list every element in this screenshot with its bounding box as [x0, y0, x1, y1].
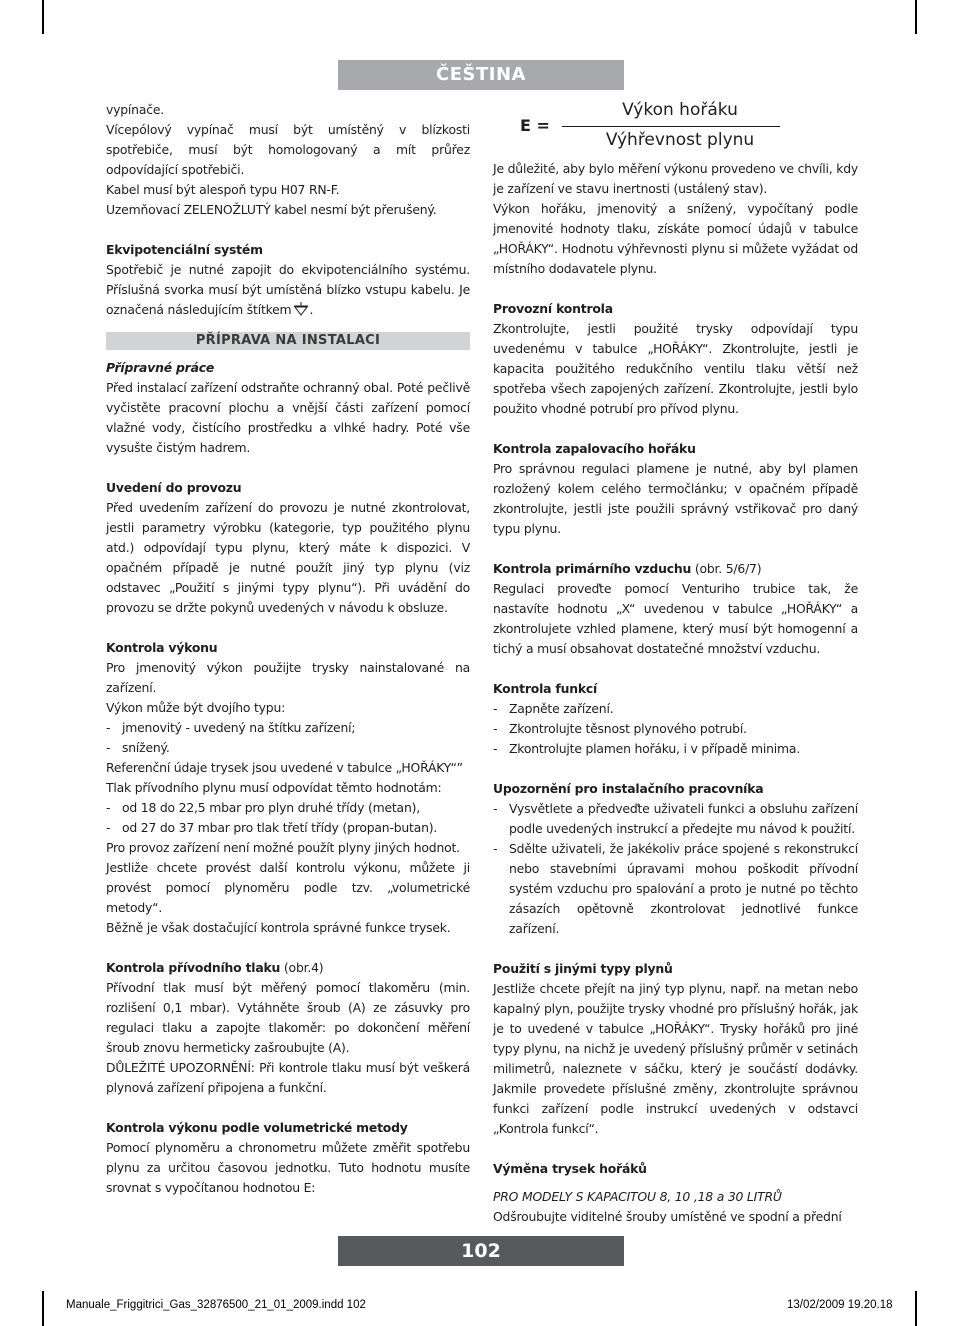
ground-symbol-icon	[293, 302, 309, 316]
footer-timestamp: 13/02/2009 19.20.18	[787, 1299, 893, 1311]
paragraph: Tlak přívodního plynu musí odpovídat těmto hodnotám:	[106, 780, 442, 795]
section-title: Provozní kontrola	[493, 301, 613, 316]
paragraph: Zkontrolujte, jestli použité trysky odpovídají typu uvedenému v tabulce „HOŘÁKY“. Zkontrolujte, jestli je kapacita použitého redukčního ventilu tlaku větší než spotřeba všech zapojených zařízení. Zkontrolujte, jestli bylo použito vhodné potrubí pro přívod plynu.	[493, 321, 858, 416]
power-formula	[520, 100, 780, 156]
intro-line: vypínače.	[106, 102, 164, 117]
section-title: Ekvipotenciální systém	[106, 242, 263, 257]
formula-denominator: Výhřevnost plynu	[605, 130, 755, 150]
paragraph: Je důležité, aby bylo měření výkonu provedeno ve chvíli, kdy je zařízení ve stavu inertnosti (ustálený stav).	[493, 161, 858, 196]
section-title: Upozornění pro instalačního pracovníka	[493, 781, 764, 796]
fraction-bar	[562, 126, 780, 127]
paragraph: Pro provoz zařízení není možné použít plyny jiných hodnot.	[106, 840, 460, 855]
crop-mark	[42, 1291, 44, 1326]
paragraph: Pro správnou regulaci plamene je nutné, aby byl plamen rozložený kolem celého termočlánku; v opačném případě zkontrolujte, jestli jste použili správný vstřikovač pro daný typu plynu.	[493, 461, 858, 536]
list-item: - Zapněte zařízení.	[493, 701, 614, 716]
paragraph: Jestliže chcete provést další kontrolu výkonu, můžete ji provést pomocí plynoměru podle tzv. „volumetrické metody“.	[106, 860, 470, 915]
intro-line: Vícepólový vypínač musí být umístěný v blízkosti spotřebiče, musí být homologovaný a mít průřez odpovídající spotřebiči.	[106, 122, 470, 177]
section-title: Kontrola primárního vzduchu (obr. 5/6/7)	[493, 561, 762, 576]
section-title: Kontrola zapalovacího hořáku	[493, 441, 696, 456]
section-title: Přípravné práce	[106, 360, 215, 375]
crop-mark	[915, 0, 917, 34]
crop-mark	[42, 0, 44, 34]
left-column	[106, 100, 470, 1198]
paragraph: Výkon může být dvojího typu:	[106, 700, 286, 715]
section-title: Kontrola výkonu podle volumetrické metody	[106, 1120, 408, 1135]
section-title: Kontrola funkcí	[493, 681, 598, 696]
crop-mark	[915, 1291, 917, 1326]
section-title: Výměna trysek hořáků	[493, 1161, 647, 1176]
paragraph: DŮLEŽITÉ UPOZORNĚNÍ: Při kontrole tlaku musí být veškerá plynová zařízení připojena a funkční.	[106, 1060, 470, 1095]
paragraph: Spotřebič je nutné zapojit do ekvipotenciálního systému. Příslušná svorka musí být umístěná blízko vstupu kabelu. Je označená následujícím štítkem .	[106, 262, 470, 317]
list-item: - jmenovitý - uvedený na štítku zařízení;	[106, 720, 356, 735]
list-item: - Zkontrolujte plamen hořáku, i v případě minima.	[493, 741, 801, 756]
paragraph: Výkon hořáku, jmenovitý a snížený, vypočítaný podle jmenovité hodnoty tlaku, získáte pomocí údajů v tabulce „HOŘÁKY“. Hodnotu výhřevnosti plynu si můžete vyžádat od místního dodavatele plynu.	[493, 201, 858, 276]
section-title: Uvedení do provozu	[106, 480, 242, 495]
section-title: Použití s jinými typy plynů	[493, 961, 673, 976]
section-title: Kontrola přívodního tlaku (obr.4)	[106, 960, 324, 975]
section-title: Kontrola výkonu	[106, 640, 218, 655]
section-band: PŘÍPRAVA NA INSTALACI	[106, 332, 470, 350]
paragraph: Odšroubujte viditelné šrouby umístěné ve spodní a přední	[493, 1209, 842, 1224]
formula-lhs: E =	[520, 116, 550, 135]
model-subtitle: PRO MODELY S KAPACITOU 8, 10 ,18 a 30 LITRŮ	[493, 1189, 782, 1204]
paragraph: Před instalací zařízení odstraňte ochranný obal. Poté pečlivě vyčistěte pracovní plochu a vnější části zařízení pomocí vlažné vody, čistícího prostředku a vlhké hadry. Poté vše vysušte čistým hadrem.	[106, 380, 470, 455]
language-tab: ČEŠTINA	[338, 60, 624, 90]
paragraph: Pro jmenovitý výkon použijte trysky nainstalované na zařízení.	[106, 660, 470, 695]
list-item: - Sdělte uživateli, že jakékoliv práce spojené s rekonstrukcí nebo stavebními úpravami mohou poškodit přívodní systém vzduchu pro spalování a proto je nutné po těchto zásazích opětovně zkontrolovat jednotlivé funkce zařízení.	[493, 841, 858, 936]
paragraph: Pomocí plynoměru a chronometru můžete změřit spotřebu plynu za určitou časovou jednotku. Tuto hodnotu musíte srovnat s vypočítanou hodnotou E:	[106, 1140, 470, 1195]
intro-line: Uzemňovací ZELENOŽLUTÝ kabel nesmí být přerušený.	[106, 202, 437, 217]
paragraph: Před uvedením zařízení do provozu je nutné zkontrolovat, jestli parametry výrobku (kategorie, typ použitého plynu atd.) odpovídají typu plynu, který máte k dispozici. V opačném případě je nutné použít jiný typ plynu (viz odstavec „Použití s jinými typy plynu“). Při uvádění do provozu se držte pokynů uvedených v návodu k obsluze.	[106, 500, 470, 615]
list-item: - Zkontrolujte těsnost plynového potrubí.	[493, 721, 747, 736]
list-item: - od 18 do 22,5 mbar pro plyn druhé třídy (metan),	[106, 800, 420, 815]
paragraph: Přívodní tlak musí být měřený pomocí tlakoměru (min. rozlišení 0,1 mbar). Vytáhněte šroub (A) ze zásuvky pro regulaci tlaku a zapojte tlakoměr: po dokončení měření šroub znovu hermeticky zašroubujte (A).	[106, 980, 470, 1055]
paragraph: Regulaci proveďte pomocí Venturiho trubice tak, že nastavíte hodnotu „X“ uvedenou v tabulce „HOŘÁKY“ a zkontrolujete vzhled plamene, který musí být homogenní a tichý a musí obsahovat dostatečné množství vzduchu.	[493, 581, 858, 656]
paragraph: Běžně je však dostačující kontrola správné funkce trysek.	[106, 920, 451, 935]
page-number: 102	[338, 1236, 624, 1266]
footer-filename: Manuale_Friggitrici_Gas_32876500_21_01_2009.indd 102	[66, 1299, 366, 1311]
paragraph: Referenční údaje trysek jsou uvedené v tabulce „HOŘÁKY“”	[106, 760, 463, 775]
intro-line: Kabel musí být alespoň typu H07 RN-F.	[106, 182, 340, 197]
list-item: - od 27 do 37 mbar pro tlak třetí třídy (propan-butan).	[106, 820, 438, 835]
list-item: - Vysvětlete a předveďte uživateli funkci a obsluhu zařízení podle uvedených instrukcí a předejte mu návod k použití.	[493, 801, 858, 836]
formula-numerator: Výkon hořáku	[622, 100, 738, 120]
list-item: - snížený.	[106, 740, 170, 755]
paragraph: Jestliže chcete přejít na jiný typ plynu, např. na metan nebo kapalný plyn, použijte trysky vhodné pro příslušný hořák, jak je to uvedené v tabulce „HOŘÁKY“. Trysky hořáků pro jiné typy plynu, na nichž je uvedený příslušný průměr v setinách milimetrů, naleznete v sáčku, který je součástí dodávky. Jakmile provedete příslušné změny, zkontrolujte správnou funkci zařízení podle instrukcí uvedených v odstavci „Kontrola funkcí“.	[493, 981, 858, 1136]
right-column	[493, 159, 858, 1227]
